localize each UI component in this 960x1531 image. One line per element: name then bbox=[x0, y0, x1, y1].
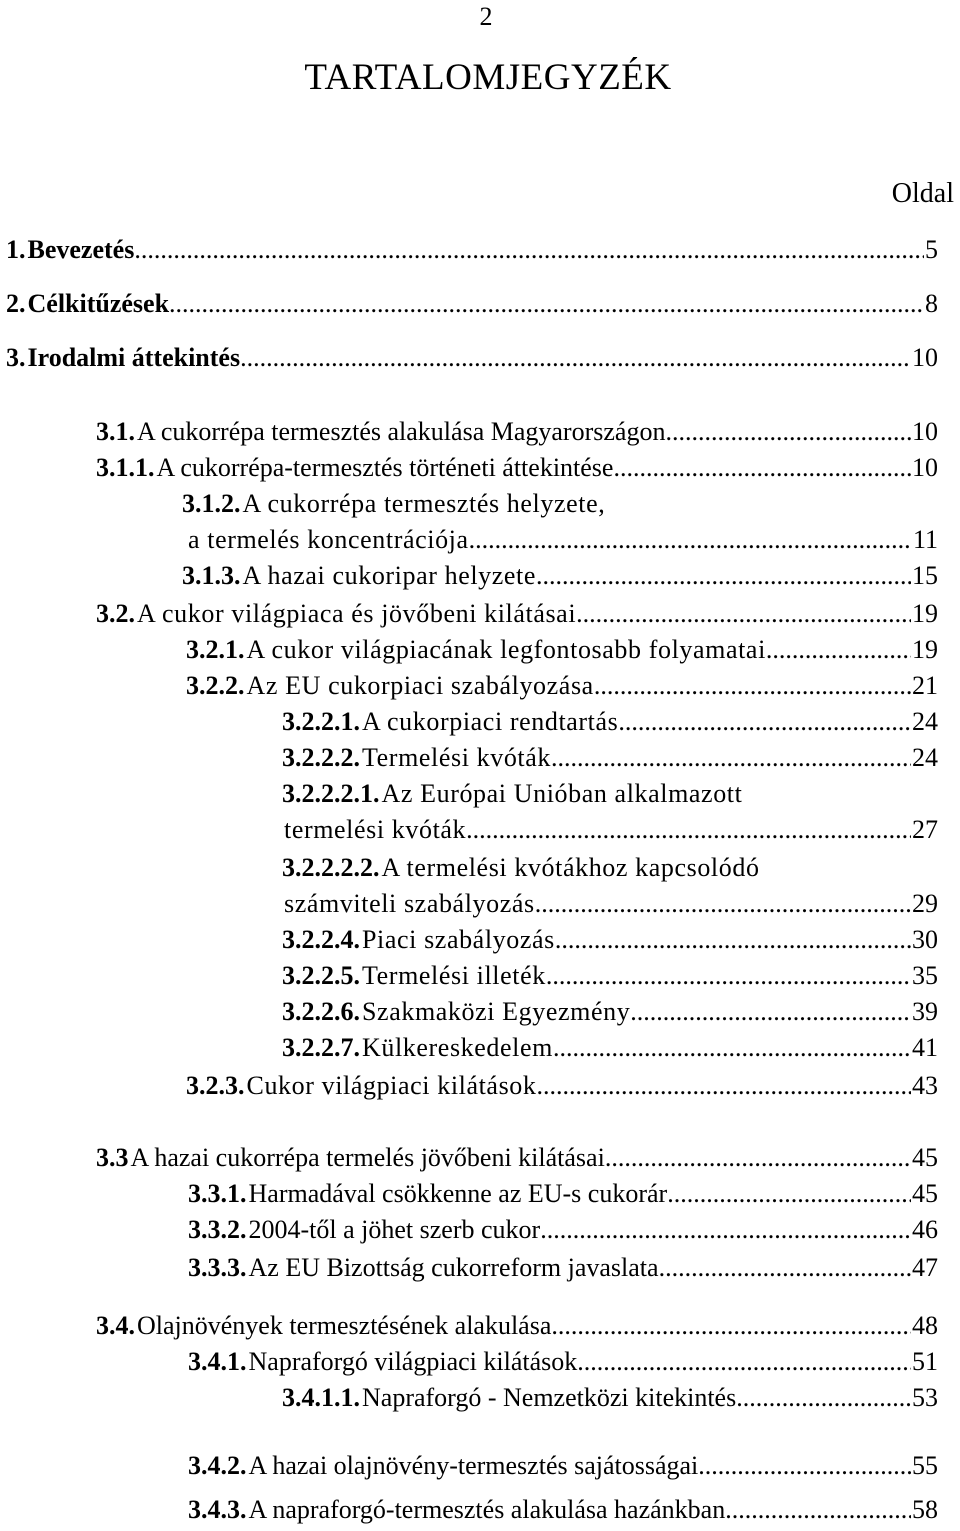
toc-entry-page: 45 bbox=[912, 1143, 938, 1172]
toc-entry-page: 43 bbox=[912, 1071, 938, 1100]
toc-dot-leader bbox=[594, 668, 911, 704]
toc-entry[interactable] bbox=[282, 1380, 938, 1416]
toc-dot-leader bbox=[536, 558, 911, 594]
toc-entry-page: 55 bbox=[912, 1451, 938, 1480]
toc-entry[interactable] bbox=[282, 776, 742, 812]
toc-entry[interactable] bbox=[186, 632, 938, 668]
toc-dot-leader bbox=[469, 522, 912, 558]
toc-entry-number: 3.4.3. bbox=[188, 1495, 247, 1524]
toc-entry-title: Bevezetés bbox=[27, 235, 135, 264]
toc-entry[interactable] bbox=[282, 704, 938, 740]
toc-entry-number: 3.3.3. bbox=[188, 1253, 247, 1282]
toc-dot-leader bbox=[169, 286, 924, 322]
toc-entry-continuation[interactable] bbox=[284, 812, 938, 848]
toc-entry-number: 3.3.1. bbox=[188, 1179, 247, 1208]
toc-entry-number: 3.2.2.1. bbox=[282, 707, 360, 736]
toc-entry-number: 3.1.1. bbox=[96, 453, 155, 482]
toc-entry[interactable] bbox=[282, 850, 760, 886]
toc-entry-continuation[interactable] bbox=[188, 522, 938, 558]
toc-dot-leader bbox=[536, 1068, 911, 1104]
toc-entry-title: A napraforgó-termesztés alakulása hazánkban bbox=[248, 1495, 726, 1524]
toc-entry-title: Az EU cukorpiaci szabályozása bbox=[246, 671, 594, 700]
toc-entry[interactable] bbox=[6, 232, 938, 268]
toc-dot-leader bbox=[535, 886, 911, 922]
toc-entry-title: A cukorrépa termesztés alakulása Magyarországon bbox=[137, 417, 666, 446]
toc-entry-number: 3.4. bbox=[96, 1311, 135, 1340]
toc-entry-title: A cukorpiaci rendtartás bbox=[362, 707, 619, 736]
toc-entry[interactable] bbox=[6, 286, 938, 322]
toc-entry-number: 3.1.3. bbox=[182, 561, 241, 590]
toc-entry-page: 24 bbox=[912, 743, 938, 772]
toc-entry-number: 3.2.2.4. bbox=[282, 925, 360, 954]
toc-entry-page: 10 bbox=[912, 343, 938, 372]
toc-entry-title: Termelési kvóták bbox=[362, 743, 551, 772]
toc-entry-page: 21 bbox=[912, 671, 938, 700]
toc-entry-number: 3.4.1. bbox=[188, 1347, 247, 1376]
toc-entry-continuation[interactable] bbox=[284, 886, 938, 922]
toc-entry-number: 3.3 bbox=[96, 1143, 129, 1172]
toc-entry[interactable] bbox=[96, 414, 938, 450]
toc-entry-title-cont: termelési kvóták bbox=[284, 815, 467, 844]
toc-entry-page: 19 bbox=[912, 599, 938, 628]
toc-entry-title: Napraforgó világpiaci kilátások bbox=[248, 1347, 578, 1376]
toc-entry-title: Cukor világpiaci kilátások bbox=[246, 1071, 537, 1100]
toc-entry-title: Célkitűzések bbox=[27, 289, 170, 318]
toc-entry[interactable] bbox=[96, 1140, 938, 1176]
toc-entry-title: Napraforgó - Nemzetközi kitekintés bbox=[362, 1383, 737, 1412]
toc-entry-page: 39 bbox=[912, 997, 938, 1026]
toc-entry-number: 3.2.1. bbox=[186, 635, 245, 664]
toc-entry-page: 19 bbox=[912, 635, 938, 664]
toc-dot-leader bbox=[665, 414, 911, 450]
toc-entry[interactable] bbox=[282, 922, 938, 958]
toc-entry[interactable] bbox=[282, 1030, 938, 1066]
toc-entry[interactable] bbox=[188, 1212, 938, 1248]
toc-dot-leader bbox=[766, 632, 911, 668]
toc-entry-number: 3.3.2. bbox=[188, 1215, 247, 1244]
toc-entry-number: 3.2. bbox=[96, 599, 135, 628]
toc-entry-title: 2004-től a jöhet szerb cukor bbox=[248, 1215, 541, 1244]
toc-dot-leader bbox=[667, 1176, 911, 1212]
toc-entry-title-cont: a termelés koncentrációja bbox=[188, 525, 469, 554]
toc-entry[interactable] bbox=[96, 1308, 938, 1344]
toc-entry-title: A termelési kvótákhoz kapcsolódó bbox=[381, 853, 760, 882]
toc-entry-page: 29 bbox=[912, 889, 938, 918]
toc-entry-page: 8 bbox=[925, 289, 938, 318]
toc-entry-title: Szakmaközi Egyezmény bbox=[362, 997, 631, 1026]
toc-entry-title: A cukor világpiacának legfontosabb folyamatai bbox=[246, 635, 766, 664]
toc-entry-title: A hazai cukorrépa termelés jövőbeni kilátásai bbox=[130, 1143, 605, 1172]
toc-dot-leader bbox=[555, 922, 911, 958]
toc-dot-leader bbox=[540, 1212, 911, 1248]
toc-entry-number: 3.2.2.5. bbox=[282, 961, 360, 990]
toc-entry-number: 1. bbox=[6, 235, 26, 264]
toc-entry-title: Irodalmi áttekintés bbox=[27, 343, 241, 372]
toc-entry-page: 24 bbox=[912, 707, 938, 736]
toc-dot-leader bbox=[605, 1140, 911, 1176]
toc-entry[interactable] bbox=[188, 1492, 938, 1528]
toc-entry-page: 41 bbox=[912, 1033, 938, 1062]
toc-entry[interactable] bbox=[182, 558, 938, 594]
toc-entry-number: 3.2.3. bbox=[186, 1071, 245, 1100]
toc-dot-leader bbox=[551, 740, 911, 776]
toc-dot-leader bbox=[698, 1448, 911, 1484]
toc-entry-title: A cukor világpiaca és jövőbeni kilátásai bbox=[137, 599, 577, 628]
toc-entry-number: 3.2.2.7. bbox=[282, 1033, 360, 1062]
toc-entry-number: 3.1. bbox=[96, 417, 135, 446]
toc-entry[interactable] bbox=[188, 1176, 938, 1212]
toc-dot-leader bbox=[240, 340, 911, 376]
page-column-header: Oldal bbox=[891, 178, 954, 209]
toc-entry-page: 46 bbox=[912, 1215, 938, 1244]
toc-entry[interactable] bbox=[188, 1250, 938, 1286]
toc-entry[interactable] bbox=[96, 450, 938, 486]
toc-entry[interactable] bbox=[282, 958, 938, 994]
toc-entry-page: 5 bbox=[925, 235, 938, 264]
toc-entry-title: A cukorrépa termesztés helyzete, bbox=[242, 489, 606, 518]
toc-entry-number: 3.4.2. bbox=[188, 1451, 247, 1480]
toc-entry-number: 3.2.2.2.2. bbox=[282, 853, 380, 882]
toc-entry-page: 53 bbox=[912, 1383, 938, 1412]
toc-entry-title: A hazai olajnövény-termesztés sajátosságai bbox=[248, 1451, 699, 1480]
toc-entry-number: 3.2.2.2.1. bbox=[282, 779, 380, 808]
toc-entry-number: 3.4.1.1. bbox=[282, 1383, 360, 1412]
toc-entry[interactable] bbox=[182, 486, 605, 522]
toc-dot-leader bbox=[659, 1250, 911, 1286]
toc-dot-leader bbox=[553, 1030, 911, 1066]
toc-entry-page: 45 bbox=[912, 1179, 938, 1208]
toc-entry-title-cont: számviteli szabályozás bbox=[284, 889, 535, 918]
toc-entry-title: Az Európai Unióban alkalmazott bbox=[381, 779, 743, 808]
toc-entry-page: 47 bbox=[912, 1253, 938, 1282]
toc-title: TARTALOMJEGYZÉK bbox=[304, 57, 672, 98]
toc-entry-number: 3.2.2.6. bbox=[282, 997, 360, 1026]
toc-dot-leader bbox=[134, 232, 924, 268]
toc-dot-leader bbox=[736, 1380, 911, 1416]
toc-dot-leader bbox=[577, 1344, 911, 1380]
toc-dot-leader bbox=[618, 704, 911, 740]
toc-entry-number: 3.2.2. bbox=[186, 671, 245, 700]
toc-entry-title: Termelési illeték bbox=[362, 961, 546, 990]
toc-entry-page: 15 bbox=[912, 561, 938, 590]
toc-entry-title: A cukorrépa-termesztés történeti áttekintése bbox=[156, 453, 614, 482]
toc-entry-number: 3.2.2.2. bbox=[282, 743, 360, 772]
toc-entry-title: Harmadával csökkenne az EU-s cukorár bbox=[248, 1179, 668, 1208]
toc-entry[interactable] bbox=[186, 668, 938, 704]
toc-dot-leader bbox=[551, 1308, 911, 1344]
toc-entry-page: 58 bbox=[912, 1495, 938, 1524]
toc-entry[interactable] bbox=[282, 740, 938, 776]
toc-dot-leader bbox=[613, 450, 911, 486]
toc-entry-title: Olajnövények termesztésének alakulása bbox=[137, 1311, 552, 1340]
toc-entry[interactable] bbox=[188, 1344, 938, 1380]
toc-entry-page: 10 bbox=[912, 417, 938, 446]
toc-dot-leader bbox=[725, 1492, 911, 1528]
toc-entry[interactable] bbox=[186, 1068, 938, 1104]
toc-entry-number: 3.1.2. bbox=[182, 489, 241, 518]
toc-dot-leader bbox=[576, 596, 911, 632]
toc-entry-page: 10 bbox=[912, 453, 938, 482]
toc-entry-title: Piaci szabályozás bbox=[362, 925, 555, 954]
toc-entry-page: 27 bbox=[912, 815, 938, 844]
toc-dot-leader bbox=[546, 958, 911, 994]
toc-entry-page: 51 bbox=[912, 1347, 938, 1376]
toc-entry-page: 11 bbox=[912, 525, 938, 554]
toc-entry-title: A hazai cukoripar helyzete bbox=[242, 561, 537, 590]
toc-entry-number: 3. bbox=[6, 343, 26, 372]
toc-entry-title: Az EU Bizottság cukorreform javaslata bbox=[248, 1253, 659, 1282]
toc-entry-page: 30 bbox=[912, 925, 938, 954]
toc-entry[interactable] bbox=[282, 994, 938, 1030]
toc-entry-title: Külkereskedelem bbox=[362, 1033, 553, 1062]
toc-entry[interactable] bbox=[188, 1448, 938, 1484]
toc-entry[interactable] bbox=[96, 596, 938, 632]
toc-entry[interactable] bbox=[6, 340, 938, 376]
page-number: 2 bbox=[479, 2, 493, 31]
toc-entry-number: 2. bbox=[6, 289, 26, 318]
toc-dot-leader bbox=[466, 812, 911, 848]
toc-entry-page: 35 bbox=[912, 961, 938, 990]
toc-entry-page: 48 bbox=[912, 1311, 938, 1340]
toc-dot-leader bbox=[630, 994, 911, 1030]
